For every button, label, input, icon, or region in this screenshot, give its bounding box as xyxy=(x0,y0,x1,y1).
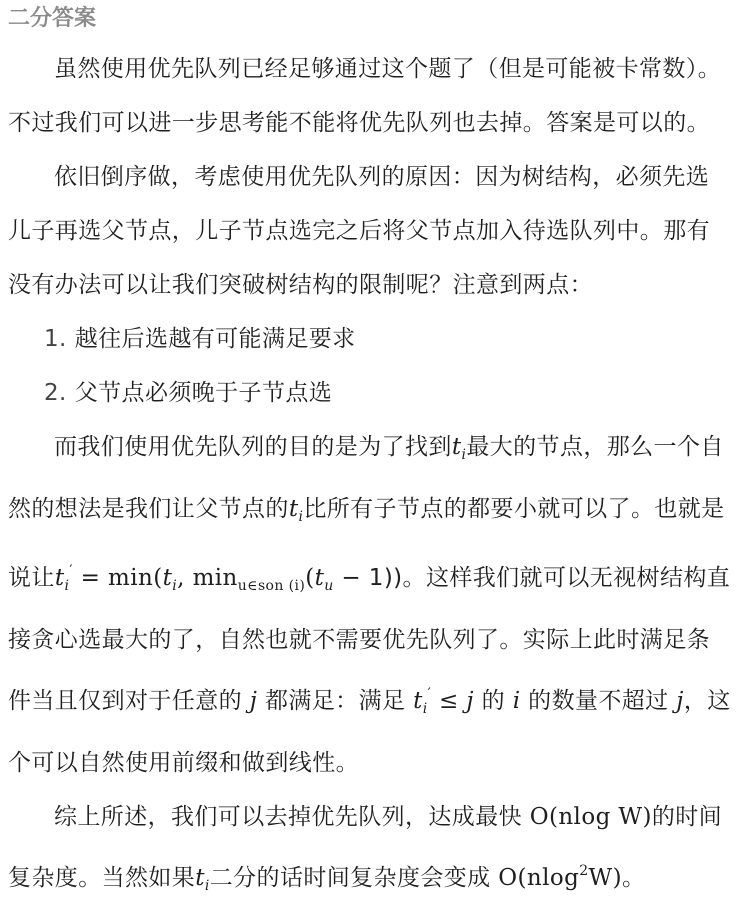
math-ti-prime: $t_i'$ xyxy=(413,686,432,717)
math-leq: ≤ xyxy=(431,688,467,714)
math-complexity-squared: O(nlog$^2$W) xyxy=(498,863,622,891)
text-run: 二分的话时间复杂度会变成 xyxy=(209,865,499,891)
points-list xyxy=(8,312,732,420)
paragraph-2: 依旧倒序做，考虑使用优先队列的原因：因为树结构，必须先选儿子再选父节点，儿子节点选完之后将父节点加入待选队列中。那有没有办法可以让我们突破树结构的限制呢？注意到两点： xyxy=(8,164,710,298)
text-run: 的 xyxy=(473,688,513,714)
math-i: i xyxy=(512,688,521,714)
text-run: 最大的节点，那么一个自然的想法是我们让父节点的 xyxy=(8,434,724,522)
text-run: 综上所述，我们可以去掉优先队列，达成最快 xyxy=(54,804,530,830)
text-run: − 1))。这样我们就可以无视树结构直接贪心选最大的了，自然也就不需要优先队列了。实际上此时满足条件当且仅到对于任意的 xyxy=(8,565,731,714)
text-run: ，这个可以自然使用前缀和做到线性。 xyxy=(8,688,731,776)
text-run: 比所有子节点的都要小就可以了。也就是说让 xyxy=(8,496,725,591)
math-complexity: O(nlog W) xyxy=(529,804,652,830)
math-j: j xyxy=(466,688,474,714)
text-run: 。 xyxy=(621,865,646,891)
text-run: 而我们使用优先队列的目的是为了找到 xyxy=(54,434,452,460)
list-text: 父节点必须晚于子节点选 xyxy=(74,380,333,406)
paragraph-3 xyxy=(8,420,732,790)
text-run: 的时间复杂度。当然如果 xyxy=(8,804,723,891)
list-item xyxy=(8,366,732,420)
text-run: 的数量不超过 xyxy=(520,688,677,714)
math-formula: $t_i' = \min(t_i$, $\min_{u\in son (i)}(t_u$ xyxy=(54,563,334,594)
math-j: j xyxy=(249,688,258,714)
math-j: j xyxy=(676,688,684,714)
math-ti: $t_i$ xyxy=(195,865,210,894)
math-ti: $t_i$ xyxy=(288,496,304,525)
paragraph-4 xyxy=(8,790,732,913)
document-page xyxy=(0,2,740,918)
list-number: 2. xyxy=(44,380,67,406)
list-item xyxy=(8,312,732,366)
list-text: 越往后选越有可能满足要求 xyxy=(74,326,356,352)
list-number: 1. xyxy=(44,326,67,352)
text-run: 都满足：满足 xyxy=(257,688,414,714)
section-heading: 二分答案 xyxy=(8,6,97,31)
paragraph-1: 虽然使用优先队列已经足够通过这个题了（但是可能被卡常数）。不过我们可以进一步思考能不能将优先队列也去掉。答案是可以的。 xyxy=(8,56,722,136)
math-ti: $t_i$ xyxy=(451,434,467,463)
